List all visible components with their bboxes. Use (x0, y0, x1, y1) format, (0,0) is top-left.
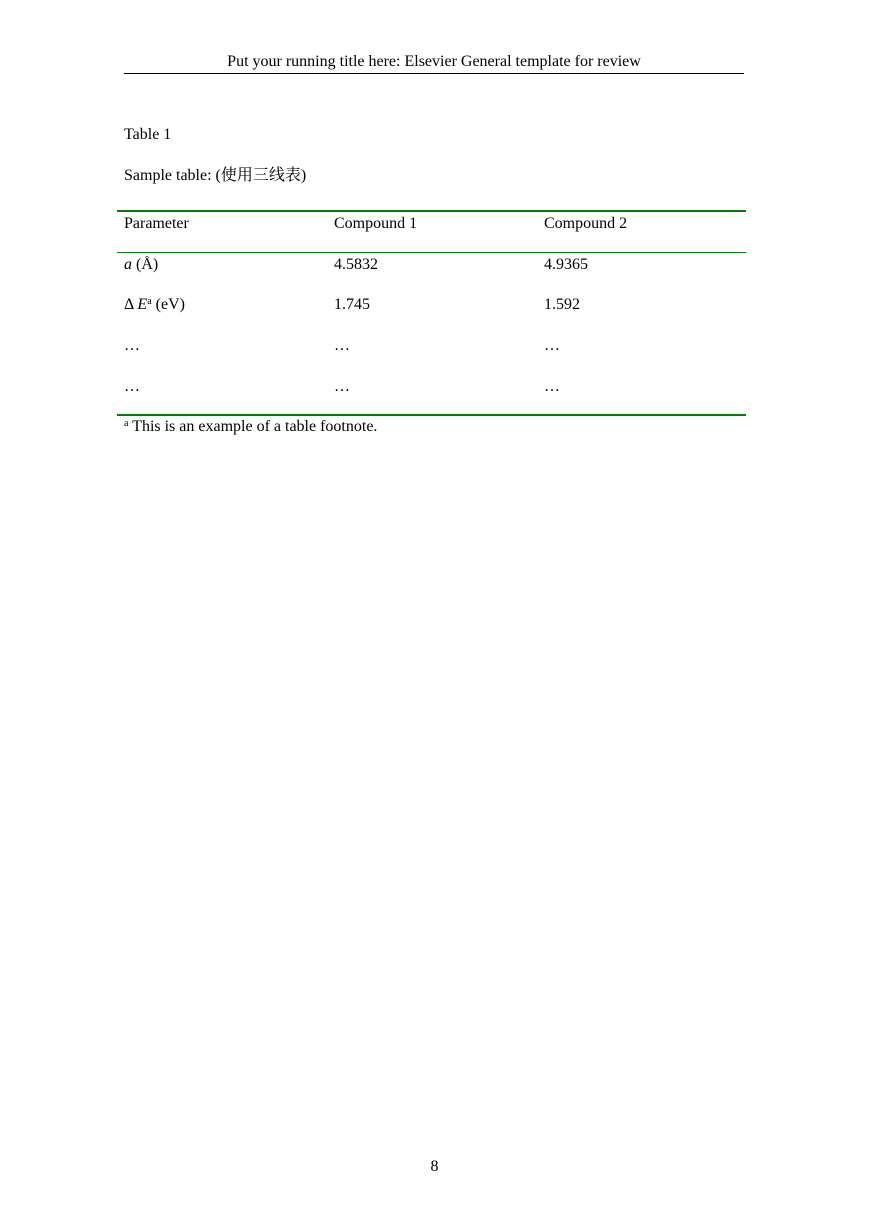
footnote-text: This is an example of a table footnote. (128, 418, 378, 435)
table-cell-parameter: … (124, 337, 140, 354)
table-cell-compound-1: … (334, 337, 350, 354)
table-label: Table 1 (124, 126, 172, 143)
data-table (117, 210, 746, 416)
table-body (117, 252, 746, 415)
parameter-symbol: E (137, 296, 148, 313)
table-header (117, 211, 746, 252)
page-number: 8 (430, 1158, 439, 1175)
table-header-row (117, 211, 746, 252)
parameter-unit: (eV) (151, 296, 185, 313)
table-cell-compound-2: … (544, 337, 560, 354)
column-header-parameter: Parameter (124, 215, 189, 232)
table-cell-compound-1: 1.745 (334, 296, 370, 313)
footnote-marker: a (124, 418, 129, 429)
column-header-compound-2: Compound 2 (544, 215, 628, 232)
parameter-unit: (Å) (132, 255, 159, 273)
parameter-prefix: Δ (124, 296, 138, 313)
table-cell-compound-1: … (334, 378, 350, 395)
running-title: Put your running title here: Elsevier General template for review (124, 52, 744, 74)
table-row (117, 293, 746, 334)
parameter-footnote-marker: a (147, 296, 152, 307)
table-cell-compound-2: … (544, 378, 560, 395)
table-row (117, 252, 746, 293)
table-footnote (124, 417, 377, 436)
table-cell-compound-1: 4.5832 (334, 255, 378, 273)
table-caption: Sample table: (使用三线表) (124, 167, 307, 184)
table-cell-parameter (117, 293, 327, 334)
table-row (117, 334, 746, 375)
table-row (117, 375, 746, 415)
table-cell-compound-2: 4.9365 (544, 255, 588, 273)
column-header-compound-1: Compound 1 (334, 215, 418, 232)
parameter-symbol: a (124, 255, 132, 273)
table-cell-parameter: … (124, 378, 140, 395)
table-cell-compound-2: 1.592 (544, 296, 580, 313)
table-cell-parameter (117, 252, 327, 293)
